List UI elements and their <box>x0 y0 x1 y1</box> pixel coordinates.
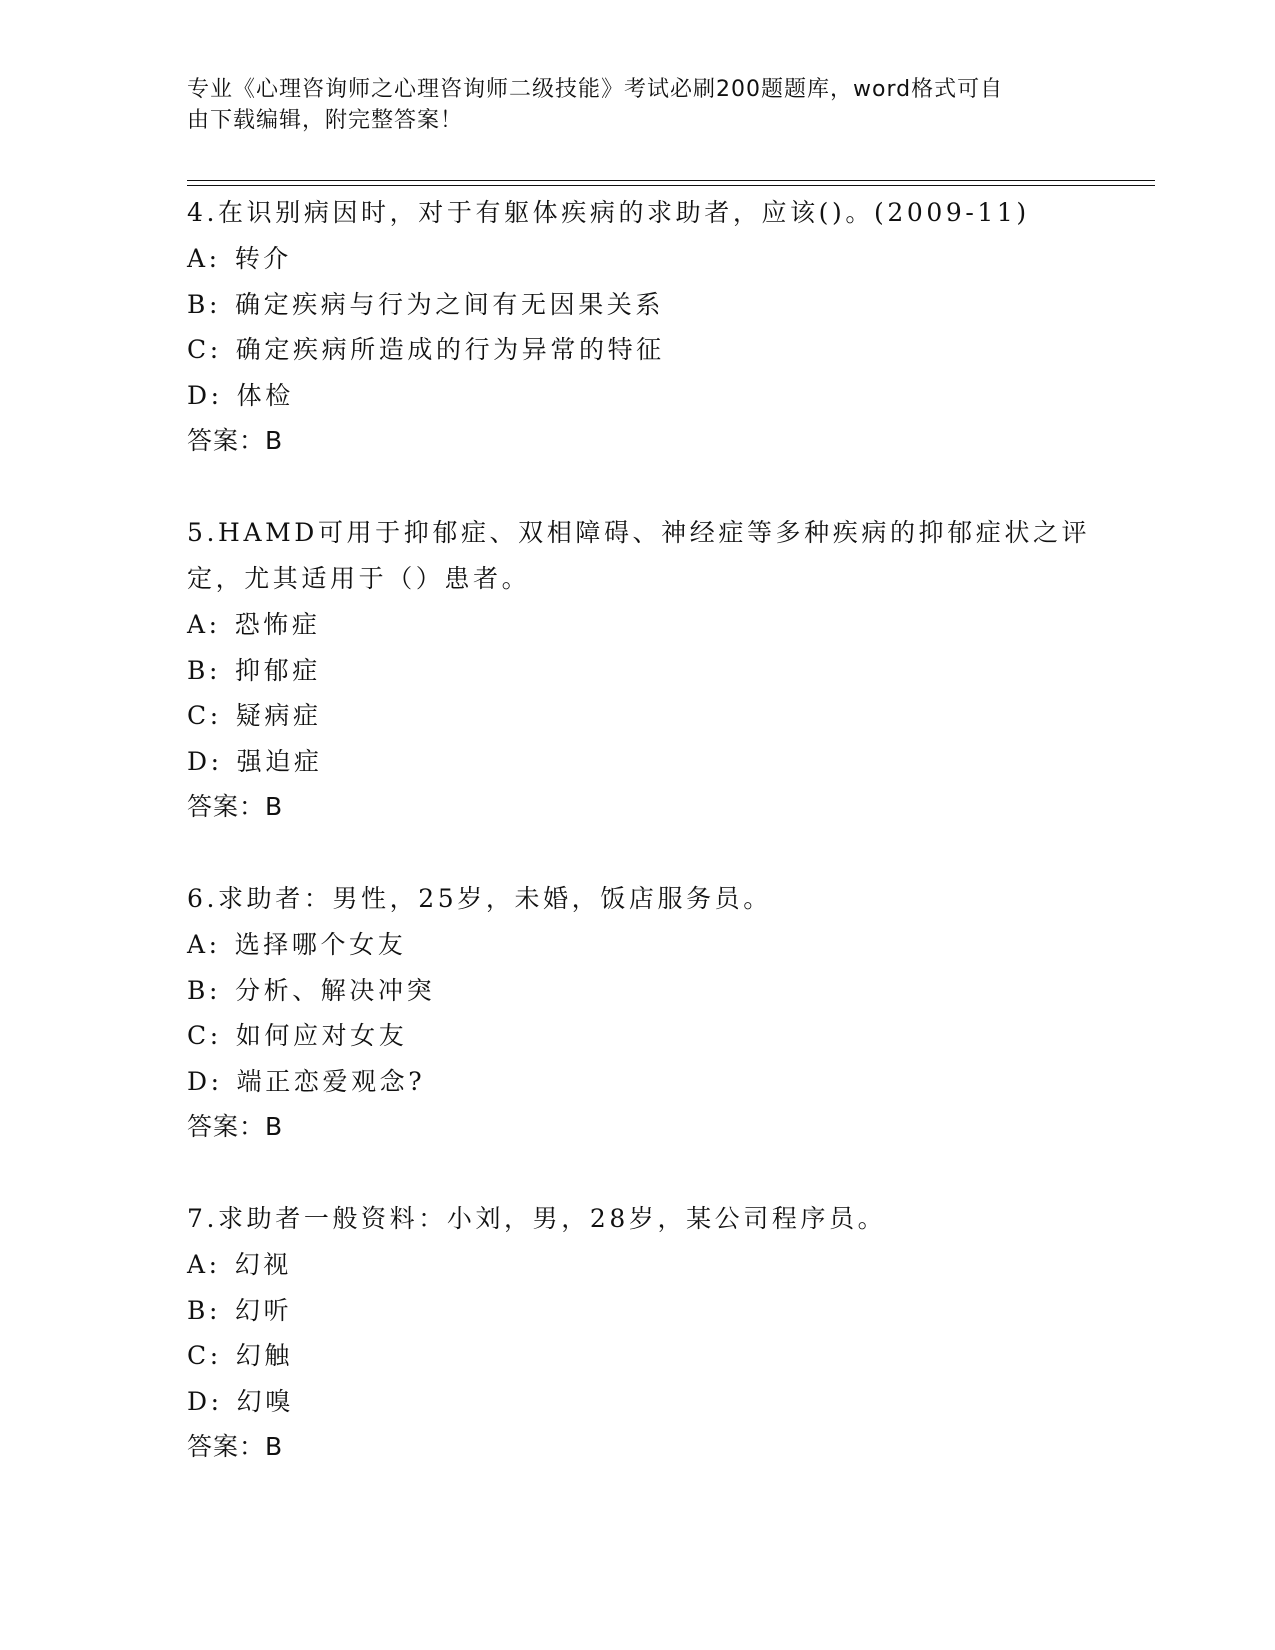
question-stem: 4.在识别病因时，对于有躯体疾病的求助者，应该()。(2009-11) <box>187 198 1030 227</box>
option-text: 幻视 <box>234 1250 292 1279</box>
question-stem: 7.求助者一般资料：小刘，男，28岁，某公司程序员。 <box>187 1204 887 1233</box>
question-item <box>187 510 1091 830</box>
option-c <box>187 1333 1087 1379</box>
option-text: 确定疾病与行为之间有无因果关系 <box>235 289 665 319</box>
option-letter: B: <box>187 975 221 1005</box>
answer-line: 答案：B <box>187 1112 284 1141</box>
option-letter: A: <box>187 244 221 273</box>
option-letter: D: <box>187 380 223 410</box>
option-letter: C: <box>187 701 222 730</box>
option-letter: D: <box>187 1386 223 1416</box>
document-header <box>187 74 1067 136</box>
option-text: 幻嗅 <box>236 1386 294 1416</box>
option-text: 幻听 <box>235 1295 293 1325</box>
option-text: 选择哪个女友 <box>234 930 407 959</box>
option-d <box>187 373 1087 419</box>
answer-line: 答案：B <box>187 1432 284 1461</box>
question-stem: 5.HAMD可用于抑郁症、双相障碍、神经症等多种疾病的抑郁症状之评 <box>187 518 1091 547</box>
answer-line: 答案：B <box>187 792 284 821</box>
header-line-1: 专业《心理咨询师之心理咨询师二级技能》考试必刷200题题库，word格式可自 <box>187 77 1004 102</box>
option-text: 幻触 <box>235 1341 293 1370</box>
answer-line: 答案：B <box>187 426 284 455</box>
option-letter: C: <box>187 1021 222 1050</box>
option-a <box>187 1242 1087 1288</box>
option-c <box>187 327 1087 373</box>
option-b <box>187 968 1087 1014</box>
option-letter: A: <box>187 610 221 639</box>
option-c <box>187 1013 1087 1059</box>
question-list <box>187 190 1091 1516</box>
option-letter: C: <box>187 1341 222 1370</box>
option-text: 强迫症 <box>236 746 323 776</box>
option-d <box>187 1379 1087 1425</box>
question-item <box>187 876 1087 1150</box>
question-stem: 6.求助者：男性，25岁，未婚，饭店服务员。 <box>187 884 772 913</box>
option-letter: A: <box>187 930 221 959</box>
question-stem-continued: 定，尤其适用于（）患者。 <box>187 564 531 593</box>
option-letter: D: <box>187 1066 223 1096</box>
option-a <box>187 922 1087 968</box>
option-b <box>187 648 1087 694</box>
option-b <box>187 282 1087 328</box>
option-text: 确定疾病所造成的行为异常的特征 <box>235 335 665 364</box>
option-text: 分析、解决冲突 <box>235 975 436 1005</box>
option-letter: B: <box>187 655 221 685</box>
option-text: 端正恋爱观念? <box>236 1066 426 1096</box>
option-text: 疑病症 <box>235 701 322 730</box>
option-letter: B: <box>187 289 221 319</box>
option-a <box>187 602 1087 648</box>
option-text: 恐怖症 <box>234 610 321 639</box>
option-d <box>187 1059 1087 1105</box>
option-letter: A: <box>187 1250 221 1279</box>
question-item <box>187 190 1087 464</box>
option-c <box>187 693 1087 739</box>
header-line-2: 由下载编辑，附完整答案！ <box>187 108 464 133</box>
header-divider-bottom <box>187 185 1155 186</box>
option-letter: D: <box>187 746 223 776</box>
option-letter: C: <box>187 335 222 364</box>
option-a <box>187 236 1087 282</box>
option-b <box>187 1288 1087 1334</box>
option-text: 抑郁症 <box>235 655 321 685</box>
option-d <box>187 739 1087 785</box>
option-text: 如何应对女友 <box>235 1021 408 1050</box>
option-text: 转介 <box>234 244 292 273</box>
option-text: 体检 <box>236 380 294 410</box>
option-letter: B: <box>187 1295 221 1325</box>
header-divider-top <box>187 180 1155 181</box>
question-item <box>187 1196 1087 1470</box>
